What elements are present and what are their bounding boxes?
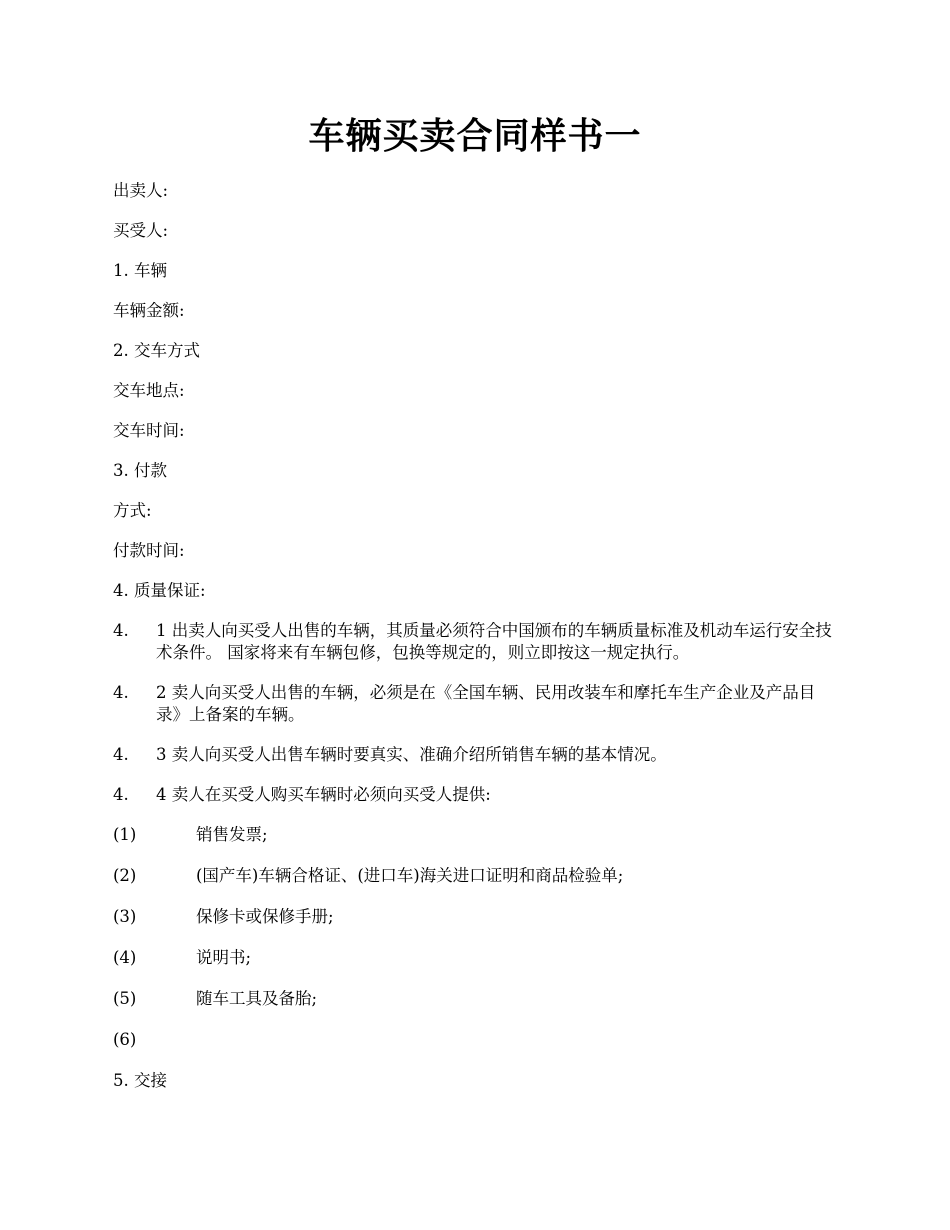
list-item <box>113 824 833 846</box>
list-item-number: (1) <box>113 825 137 844</box>
clause-4-1 <box>113 620 833 664</box>
list-item-text: 随车工具及备胎; <box>196 989 318 1008</box>
list-item <box>113 865 833 887</box>
clause-4-3 <box>113 744 833 766</box>
list-item-text: 销售发票; <box>196 825 268 844</box>
list-item-text: 保修卡或保修手册; <box>196 907 334 926</box>
buyer-line: 买受人: <box>113 221 169 240</box>
list-item <box>113 906 833 928</box>
list-item-number: (6) <box>113 1030 137 1049</box>
clause-text: 3 卖人向买受人出售车辆时要真实、准确介绍所销售车辆的基本情况。 <box>156 745 667 764</box>
document-title: 车辆买卖合同样书一 <box>308 115 642 157</box>
list-item <box>113 988 833 1010</box>
clause-number: 4. <box>113 683 129 702</box>
list-item-number: (5) <box>113 989 137 1008</box>
section-1-heading: 1. 车辆 <box>113 261 167 280</box>
list-item-text: (国产车)车辆合格证、(进口车)海关进口证明和商品检验单; <box>196 866 624 885</box>
clause-number: 4. <box>113 621 129 640</box>
clause-text: 2 卖人向买受人出售的车辆，必须是在《全国车辆、民用改装车和摩托车生产企业及产品目录》上备案的车辆。 <box>156 683 816 724</box>
section-2-heading: 2. 交车方式 <box>113 341 200 360</box>
list-item-number: (3) <box>113 907 137 926</box>
clause-text: 1 出卖人向买受人出售的车辆，其质量必须符合中国颁布的车辆质量标准及机动车运行安全技术条件。 国家将来有车辆包修，包换等规定的，则立即按这一规定执行。 <box>156 621 832 662</box>
list-item-text <box>196 1029 833 1051</box>
seller-line: 出卖人: <box>113 181 169 200</box>
section-4-heading: 4. 质量保证: <box>113 581 206 600</box>
delivery-time-line: 交车时间: <box>113 421 185 440</box>
clause-4-2 <box>113 682 833 726</box>
clause-text: 4 卖人在买受人购买车辆时必须向买受人提供: <box>156 785 491 804</box>
delivery-place-line: 交车地点: <box>113 381 185 400</box>
payment-time-line: 付款时间: <box>113 541 185 560</box>
clause-4-4 <box>113 784 833 806</box>
clause-number: 4. <box>113 785 129 804</box>
section-5-heading: 5. 交接 <box>113 1071 167 1090</box>
section-3-heading: 3. 付款 <box>113 461 167 480</box>
list-item-number: (4) <box>113 948 137 967</box>
list-item-text: 说明书; <box>196 948 252 967</box>
payment-method-line: 方式: <box>113 501 152 520</box>
list-item-number: (2) <box>113 866 137 885</box>
list-item <box>113 1029 833 1051</box>
list-item <box>113 947 833 969</box>
document-body <box>113 180 833 1110</box>
clause-number: 4. <box>113 745 129 764</box>
vehicle-amount-line: 车辆金额: <box>113 301 185 320</box>
